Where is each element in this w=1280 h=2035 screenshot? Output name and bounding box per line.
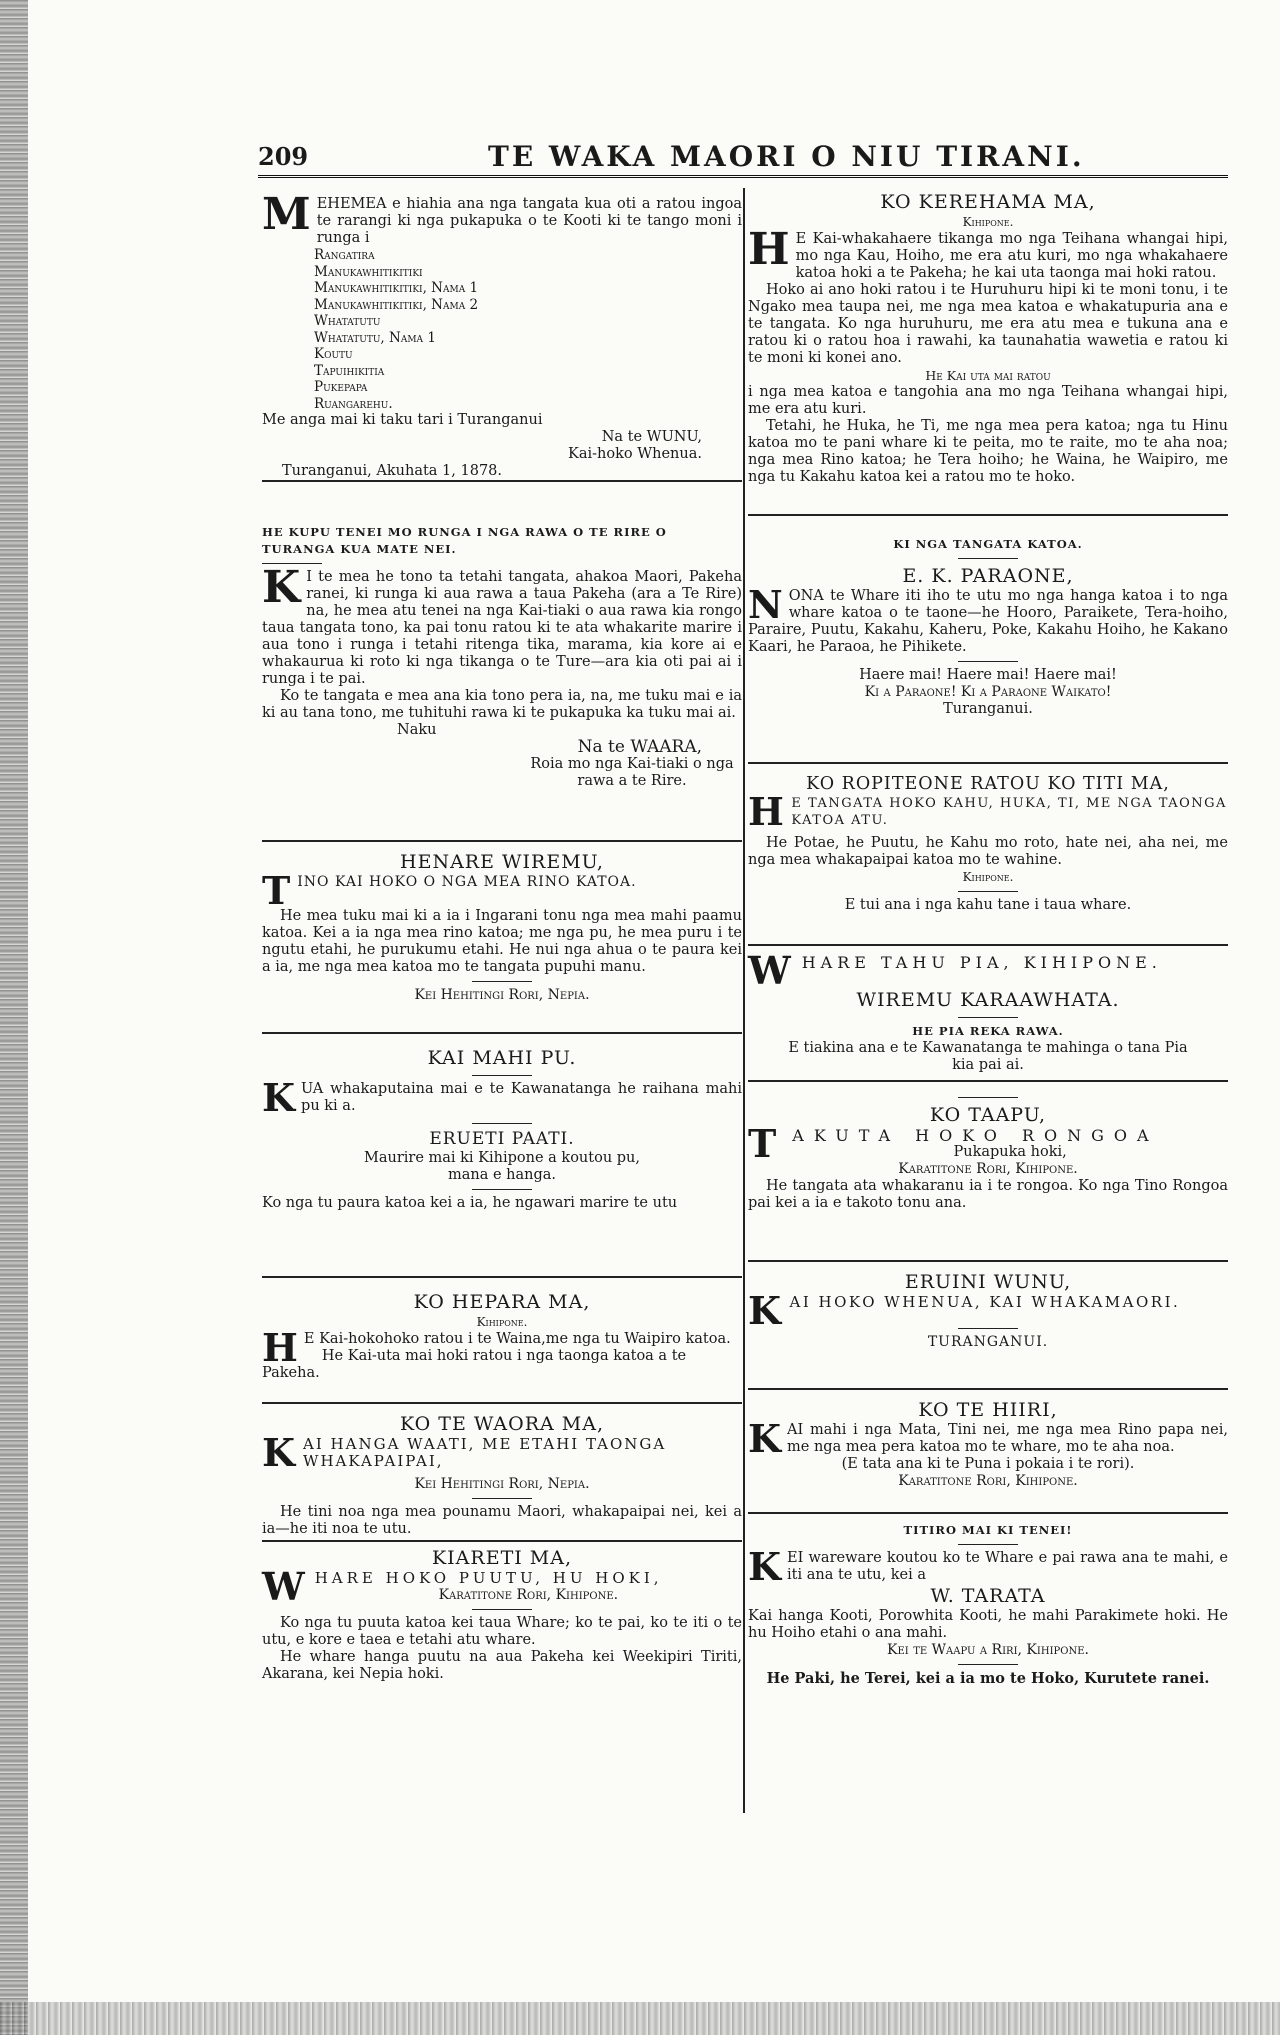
- drop-cap: H: [262, 1325, 298, 1370]
- ad-title: W. TARATA: [930, 1585, 1046, 1607]
- short-rule: [958, 1544, 1018, 1545]
- kupu-paragraph-2: Ko te tangata e mea ana kia tono pera ia, na, me tuku mai e ia ki au tana tono, me tuhituhi rawa ki te pukapuka ka tuku mai ai.: [262, 688, 742, 721]
- ad-taapu: [748, 1092, 1228, 1212]
- drop-cap: K: [262, 1075, 296, 1120]
- mehemea-closing: Me anga mai ki taku tari i Turanganui: [262, 412, 543, 428]
- ad-body-2: Kai hanga Kooti, Porowhita Kooti, he mahi Parakimete hoki. He hu Hoiho etahi o ana mahi.: [748, 1608, 1228, 1641]
- ad-line: Pukapuka hoki,: [953, 1144, 1067, 1160]
- divider: [748, 1260, 1228, 1262]
- notice-date: Turanganui, Akuhata 1, 1878.: [282, 463, 502, 479]
- ad-body: EI wareware koutou ko te Whare e pai rawa ana te mahi, e iti ana te utu, kei a: [787, 1550, 1228, 1583]
- ad-waora: [262, 1412, 742, 1538]
- drop-cap: T: [262, 868, 292, 913]
- ad-body: He tini noa nga mea pounamu Maori, whakapaipai nei, kei a ia—he iti noa te utu.: [262, 1504, 742, 1537]
- ad-body-2: He whare hanga puutu na aua Pakeha kei Weekipiri Tiriti, Akarana, kei Nepia hoki.: [262, 1649, 742, 1682]
- short-rule: [958, 1017, 1018, 1018]
- ad-kaimahi: [262, 1046, 742, 1120]
- drop-cap: W: [748, 948, 796, 993]
- divider: [748, 1512, 1228, 1514]
- signature-name: Na te WAARA,: [577, 737, 702, 757]
- ad-title: ERUINI WUNU,: [904, 1271, 1072, 1293]
- ad-paraone: [748, 536, 1228, 718]
- block-item: Manukawhitikitiki, Nama 1: [314, 280, 479, 296]
- ad-body: Ko nga tu paura katoa kei a ia, he ngawari marire te utu: [262, 1195, 678, 1211]
- page-header: [258, 138, 1228, 178]
- block-item: Rangatira: [314, 247, 375, 263]
- short-rule: [472, 981, 532, 982]
- short-rule: [958, 1097, 1018, 1098]
- ad-body: ONA te Whare iti iho te utu mo nga hanga katoa i to nga whare katoa o te taone—he Hooro, Paraikete, Tera-hoiho, Paraire, Puutu, Kakahu, Kaheru, Poke, Kakahu Hoiho, he Kakano Kaari, he Paraoa, he Pihikete.: [748, 588, 1228, 655]
- ad-erueti: [262, 1118, 742, 1212]
- block-item: Tapuihikitia: [314, 362, 385, 379]
- ad-line: Maurire mai ki Kihipone a koutou pu,: [363, 1150, 641, 1166]
- divider: [748, 944, 1228, 946]
- scan-edge-left: [0, 0, 28, 2035]
- drop-cap: M: [262, 189, 311, 240]
- ad-body: He mea tuku mai ki a ia i Ingarani tonu nga mea mahi paamu katoa. Kei a ia nga mea rino katoa; me nga pu, he mea puru i te ngutu etahi, he purukumu etahi. He nui nga ahua o te paura kei a ia, me nga mea katoa mo te tangata pupuhi manu.: [262, 908, 742, 975]
- ad-body: Ko nga tu puuta katoa kei taua Whare; ko te pai, ko te iti o te utu, e kore e taea e tetahi atu whare.: [262, 1615, 742, 1648]
- drop-cap: K: [748, 1416, 782, 1461]
- kupu-heading: HE KUPU TENEI MO RUNGA I NGA RAWA O TE RIRE O TURANGA KUA MATE NEI.: [262, 525, 667, 556]
- scan-edge-bottom: [0, 2002, 1280, 2035]
- block-item: Manukawhitikitiki: [314, 263, 423, 280]
- column-divider: [743, 188, 745, 1813]
- block-item: Ruangarehu.: [314, 395, 393, 412]
- ad-line: (E tata ana ki te Puna i pokaia i te rori).: [841, 1456, 1135, 1472]
- ad-title: KO KEREHAMA MA,: [880, 191, 1096, 213]
- kupu-paragraph-1: I te mea he tono ta tetahi tangata, ahakoa Maori, Pakeha ranei, ki runga ki aua rawa a taua Pakeha (ara a Te Rire) na, he mea atu tenei na nga Kai-tiaki o aua rawa kia rongo taua tangata tono, ka pai tonu ratou ki te ata whakarite marire i aua tono i runga i tetahi ritenga tika, marama, kia kore ai e whakaurua ki roto ki nga tikanga o te Ture—ara kia oti pai ai i runga i te pai.: [262, 569, 742, 687]
- block-item: Koutu: [314, 346, 353, 362]
- ad-subtitle: HARE HOKO PUUTU, HU HOKI,: [314, 1569, 663, 1587]
- ad-heading: KI NGA TANGATA KATOA.: [893, 537, 1083, 551]
- ad-hepara: [262, 1290, 742, 1382]
- drop-cap: K: [262, 562, 301, 613]
- ad-address: Karatitone Rori, Kihipone.: [898, 1161, 1078, 1177]
- divider: [262, 1540, 742, 1542]
- short-rule: [472, 1189, 532, 1190]
- ad-body: AI mahi i nga Mata, Tini nei, me nga mea Rino papa nei, me nga mea pera katoa mo te whare, mo te aha noa.: [787, 1422, 1228, 1455]
- block-list: [262, 247, 742, 412]
- ad-kiareti: [262, 1546, 742, 1683]
- ad-title: KO TE WAORA MA,: [399, 1413, 605, 1435]
- ad-place: Kihipone.: [962, 215, 1014, 229]
- ad-body: He tangata ata whakaranu ia i te rongoa. Ko nga Tino Rongoa pai kei a ia e takoto tonu ana.: [748, 1178, 1228, 1211]
- drop-cap: T: [748, 1121, 787, 1166]
- block-item: Whatatutu: [314, 313, 381, 329]
- short-rule: [472, 1123, 532, 1124]
- ad-body: He Potae, he Puutu, he Kahu mo roto, hate nei, aha nei, me nga mea whakapaipai katoa mo te wahine.: [748, 835, 1228, 868]
- ad-eruini: [748, 1270, 1228, 1351]
- ad-title: HENARE WIREMU,: [400, 851, 604, 873]
- ad-wiremu: [748, 948, 1228, 1074]
- ad-subtitle: AI HOKO WHENUA, KAI WHAKAMAORI.: [789, 1293, 1181, 1311]
- ad-henare: [262, 850, 742, 1004]
- ad-address: Karatitone Rori, Kihipone.: [898, 1473, 1078, 1489]
- block-item: Pukepapa: [314, 379, 368, 395]
- masthead-title: TE WAKA MAORI O NIU TIRANI.: [488, 140, 1085, 173]
- short-rule: [472, 1498, 532, 1499]
- naku: Naku: [397, 722, 437, 738]
- ad-title: KO TE HIIRI,: [918, 1399, 1058, 1421]
- ad-body: UA whakaputaina mai e te Kawanatanga he raihana mahi pu ki a.: [301, 1081, 742, 1114]
- ad-subheading: He Kai uta mai ratou: [925, 368, 1051, 383]
- ad-place: Turanganui.: [943, 701, 1033, 717]
- ad-title: KO HEPARA MA,: [413, 1291, 591, 1313]
- divider: [748, 1080, 1228, 1082]
- ad-address: Kei Hehitingi Rori, Nepia.: [414, 1476, 590, 1492]
- mehemea-text: EHEMEA e hiahia ana nga tangata kua oti a ratou ingoa te rarangi ki nga pukapuka o te Kooti ki te tango moni i runga i: [316, 196, 742, 246]
- divider: [748, 514, 1228, 516]
- ad-title: KAI MAHI PU.: [427, 1047, 577, 1069]
- ad-body: E Kai-hokohoko ratou i te Waina,me nga tu Waipiro katoa.: [303, 1331, 731, 1347]
- ad-subtitle: INO KAI HOKO O NGA MEA RINO KATOA.: [297, 874, 637, 890]
- ad-subtitle: E TANGATA HOKO KAHU, HUKA, TI, ME NGA TAONGA KATOA ATU.: [791, 796, 1227, 828]
- ad-title: KIARETI MA,: [431, 1547, 573, 1569]
- drop-cap: K: [262, 1430, 298, 1475]
- ad-heading: HE PIA REKA RAWA.: [912, 1024, 1064, 1038]
- ad-paragraph-1: E Kai-whakahaere tikanga mo nga Teihana whangai hipi, mo nga Kau, Hoiho, me era atu kuri, mo nga whakahaere katoa hoki a te Pakeha; he kai uta taonga mai hoki ratou.: [795, 231, 1228, 281]
- short-rule: [958, 1664, 1018, 1665]
- ad-address: Kei te Waapu a Riri, Kihipone.: [887, 1642, 1089, 1658]
- drop-cap: K: [748, 1288, 784, 1333]
- drop-cap: N: [748, 582, 783, 627]
- ad-place: Kihipone.: [962, 870, 1014, 884]
- short-rule: [472, 1075, 532, 1076]
- block-item: Whatatutu, Nama 1: [314, 329, 436, 346]
- ad-body: E tiakina ana e te Kawanatanga te mahinga o tana Pia kia pai ai.: [788, 1040, 1188, 1073]
- ad-title: KO TAAPU,: [929, 1104, 1047, 1126]
- block-item: Manukawhitikitiki, Nama 2: [314, 296, 479, 313]
- divider: [262, 1032, 742, 1034]
- ad-last-line: He Paki, he Terei, kei a ia mo te Hoko, Kurutete ranei.: [766, 1670, 1210, 1687]
- divider: [262, 1276, 742, 1278]
- drop-cap: K: [748, 1544, 782, 1589]
- ad-cry-2: Ki a Paraone! Ki a Paraone Waikato!: [864, 684, 1112, 700]
- ad-title: E. K. PARAONE,: [902, 565, 1074, 587]
- ad-paragraph-4: Tetahi, he Huka, he Ti, me nga mea pera katoa; nga tu Hinu katoa mo te pani whare ki te peita, mo te raite, mo te aha noa; nga mea Rino katoa; he Tera hoiho; he Waina, he Waipiro, me nga tu Kakahu katoa kei a ratou mo te hoko.: [748, 418, 1228, 485]
- ad-tarata: [748, 1522, 1228, 1687]
- ad-subtitle: AKUTA HOKO RONGOA: [792, 1126, 1159, 1145]
- ad-line: mana e hanga.: [447, 1167, 557, 1183]
- divider: [748, 762, 1228, 764]
- ad-place: TURANGANUI.: [927, 1334, 1049, 1350]
- short-rule: [472, 1609, 532, 1610]
- ad-ropiteone: [748, 774, 1228, 914]
- ad-paragraph-2: Hoko ai ano hoki ratou i te Huruhuru hipi ki te moni tonu, i te Ngako mea taupa nei, me nga mea katoa e whakatupuria ana e te tangata. Ko nga huruhuru, me era atu mea e tukuna ana e ratou ki o ratou hoa i rawahi, ka taunahatia wawetia e ratou ki te moni ki konei ano.: [748, 282, 1228, 366]
- short-rule: [958, 891, 1018, 892]
- ad-body-2: E tui ana i nga kahu tane i taua whare.: [844, 897, 1132, 913]
- ad-place: Kihipone.: [476, 1315, 528, 1329]
- page-number: 209: [258, 142, 309, 171]
- notice-kupu: [262, 524, 742, 790]
- ad-heading: TITIRO MAI KI TENEI!: [903, 1523, 1073, 1537]
- ad-subtitle: HARE TAHU PIA, KIHIPONE.: [801, 953, 1162, 972]
- divider: [748, 1388, 1228, 1390]
- notice-mehemea: [262, 189, 742, 480]
- ad-subtitle: AI HANGA WAATI, ME ETAHI TAONGA WHAKAPAIPAI,: [303, 1435, 667, 1470]
- drop-cap: W: [262, 1564, 309, 1609]
- short-rule: [958, 558, 1018, 559]
- ad-kerehama: [748, 190, 1228, 486]
- divider: [262, 840, 742, 842]
- ad-body-2: He Kai-uta mai hoki ratou i nga taonga katoa a te Pakeha.: [262, 1348, 687, 1381]
- divider: [262, 480, 742, 482]
- divider: [262, 1402, 742, 1404]
- short-rule: [958, 1328, 1018, 1329]
- ad-address: Karatitone Rori, Kihipone.: [438, 1587, 619, 1603]
- drop-cap: H: [748, 789, 786, 834]
- ad-cry: Haere mai! Haere mai! Haere mai!: [859, 667, 1117, 683]
- signature-role: Kai-hoko Whenua.: [568, 446, 702, 462]
- ad-address: Kei Hehitingi Rori, Nepia.: [414, 987, 590, 1003]
- ad-hiiri: [748, 1398, 1228, 1490]
- signature-name: Na te WUNU,: [601, 429, 702, 445]
- signature-role: Roia mo nga Kai-tiaki o nga rawa a te Rire.: [530, 756, 734, 789]
- ad-title: WIREMU KARAAWHATA.: [856, 989, 1120, 1011]
- short-rule: [958, 661, 1018, 662]
- ad-paragraph-3: i nga mea katoa e tangohia ana mo nga Teihana whangai hipi, me era atu kuri.: [748, 384, 1228, 417]
- ad-title: KO ROPITEONE RATOU KO TITI MA,: [806, 774, 1170, 794]
- ad-title: ERUETI PAATI.: [429, 1129, 575, 1149]
- drop-cap: H: [748, 224, 790, 275]
